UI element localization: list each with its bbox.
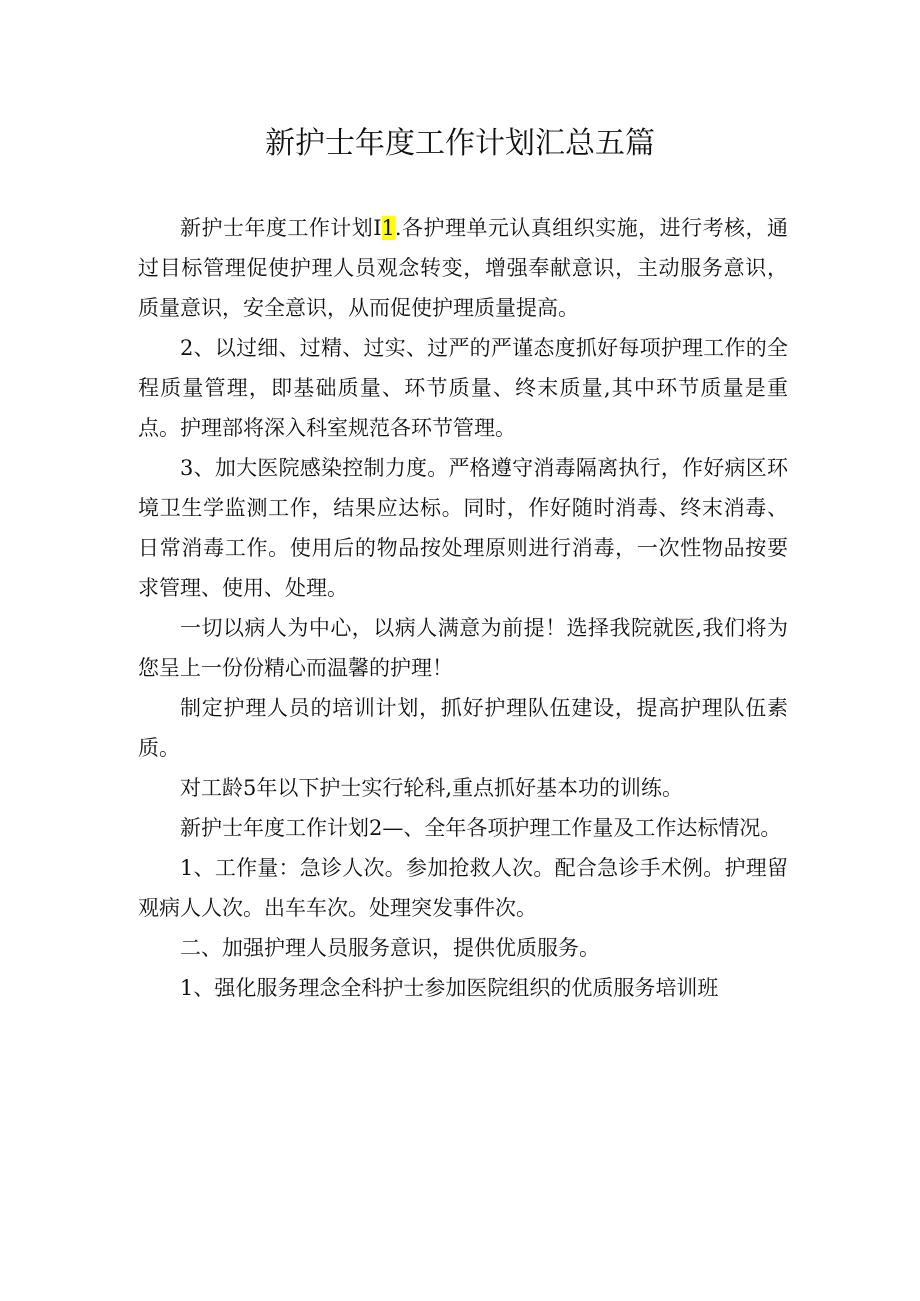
paragraph-7: 新护士年度工作计划2—、全年各项护理工作量及工作达标情况。 — [180, 816, 782, 840]
paragraph-1-text: .各护理单元认真组织实施，进行考核，通过目标管理促使护理人员观念转变，增强奉献意识，主动服务意识，质量意识，安全意识，从而促使护理质量提高。 — [138, 216, 788, 320]
document-body — [138, 208, 788, 1008]
paragraph-1 — [138, 208, 788, 328]
paragraph-5: 制定护理人员的培训计划，抓好护理队伍建设，提高护理队伍素质。 — [138, 696, 788, 760]
paragraph-8: 1、工作量：急诊人次。参加抢救人次。配合急诊手术例。护理留观病人人次。出车车次。处理突发事件次。 — [138, 856, 788, 920]
paragraph-3: 3、加大医院感染控制力度。严格遵守消毒隔离执行，作好病区环境卫生学监测工作，结果应达标。同时，作好随时消毒、终末消毒、日常消毒工作。使用后的物品按处理原则进行消毒，一次性物品按要求管理、使用、处理。 — [138, 456, 788, 600]
paragraph-2: 2、以过细、过精、过实、过严的严谨态度抓好每项护理工作的全程质量管理，即基础质量、环节质量、终末质量,其中环节质量是重点。护理部将深入科室规范各环节管理。 — [138, 336, 788, 440]
paragraph-9: 二、加强护理人员服务意识，提供优质服务。 — [180, 936, 600, 960]
paragraph-4: 一切以病人为中心，以病人满意为前提！选择我院就医,我们将为您呈上一份份精心而温馨的护理！ — [138, 616, 788, 680]
paragraph-6: 对工龄5年以下护士实行轮科,重点抓好基本功的训练。 — [180, 776, 684, 800]
paragraph-10: 1、强化服务理念全科护士参加医院组织的优质服务培训班 — [180, 976, 719, 1000]
highlighted-text: 1 — [381, 216, 395, 240]
document-title: 新护士年度工作计划汇总五篇 — [265, 126, 655, 161]
paragraph-1-prefix: 新护士年度工作计划I — [180, 216, 382, 240]
